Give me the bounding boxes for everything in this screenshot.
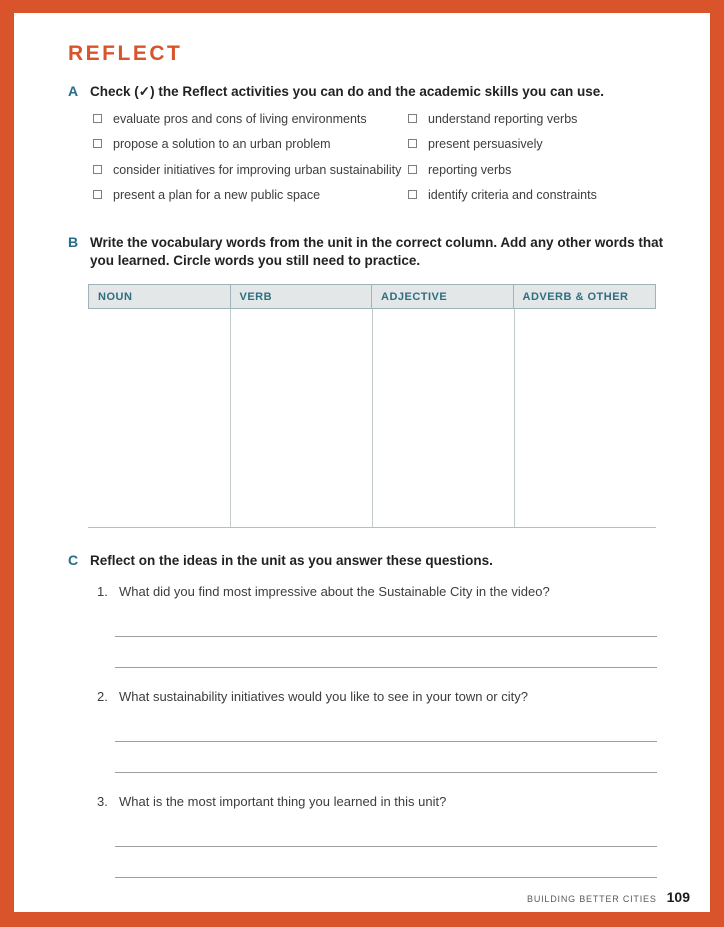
checkbox-column-left bbox=[93, 111, 408, 212]
checkbox-label: present persuasively bbox=[428, 137, 543, 152]
section-b-instruction: Write the vocabulary words from the unit in the correct column. Add any other words that you learned. Circle words you still need to practice. bbox=[90, 235, 664, 269]
question-text: What did you find most impressive about the Sustainable City in the video? bbox=[119, 583, 550, 599]
column-header-noun: NOUN bbox=[89, 285, 231, 308]
checkbox[interactable] bbox=[93, 114, 102, 123]
checkbox-label: evaluate pros and cons of living environments bbox=[113, 112, 367, 127]
checkbox-item bbox=[408, 162, 674, 179]
question-2 bbox=[97, 689, 674, 706]
checkbox-item bbox=[93, 136, 408, 153]
checkbox-label: identify criteria and constraints bbox=[428, 187, 597, 202]
footer-book-title: BUILDING BETTER CITIES bbox=[527, 894, 657, 904]
checkbox-column-right bbox=[408, 111, 674, 212]
answer-lines bbox=[115, 711, 674, 773]
page-inner bbox=[14, 13, 710, 912]
question-number: 2. bbox=[97, 688, 108, 704]
answer-line[interactable] bbox=[115, 816, 657, 847]
checkbox-columns bbox=[93, 111, 674, 212]
column-header-adjective: ADJECTIVE bbox=[372, 285, 514, 308]
question-block bbox=[97, 584, 674, 668]
answer-line[interactable] bbox=[115, 606, 657, 637]
section-a-label: A bbox=[68, 83, 79, 99]
section-c bbox=[68, 552, 674, 570]
vocab-cell-noun[interactable] bbox=[88, 309, 230, 527]
checkbox-item bbox=[408, 187, 674, 204]
answer-line[interactable] bbox=[115, 847, 657, 878]
question-3 bbox=[97, 794, 674, 811]
question-text: What sustainability initiatives would you like to see in your town or city? bbox=[119, 688, 528, 704]
vocabulary-table-header bbox=[88, 284, 656, 309]
page-title: REFLECT bbox=[68, 42, 183, 65]
section-b-label: B bbox=[68, 234, 79, 251]
questions-list bbox=[97, 584, 674, 878]
section-a bbox=[68, 83, 674, 101]
checkbox-item bbox=[93, 187, 408, 204]
checkbox[interactable] bbox=[93, 190, 102, 199]
vocab-cell-verb[interactable] bbox=[230, 309, 372, 527]
section-a-instruction: Check (✓) the Reflect activities you can do and the academic skills you can use. bbox=[90, 84, 604, 99]
checkbox[interactable] bbox=[408, 165, 417, 174]
checkbox-label: propose a solution to an urban problem bbox=[113, 137, 331, 152]
checkbox-item bbox=[408, 136, 674, 153]
checkbox-item bbox=[93, 111, 408, 128]
column-header-adverb-other: ADVERB & OTHER bbox=[522, 290, 629, 303]
answer-line[interactable] bbox=[115, 742, 657, 773]
page-content bbox=[14, 13, 710, 912]
section-c-instruction: Reflect on the ideas in the unit as you answer these questions. bbox=[90, 552, 493, 568]
page-footer bbox=[527, 889, 690, 905]
answer-line[interactable] bbox=[115, 637, 657, 668]
vocab-cell-adjective[interactable] bbox=[372, 309, 514, 527]
section-b bbox=[68, 234, 674, 270]
question-number: 3. bbox=[97, 793, 108, 809]
checkbox-label: present a plan for a new public space bbox=[113, 187, 321, 202]
section-c-label: C bbox=[68, 551, 79, 568]
footer-page-number: 109 bbox=[666, 889, 690, 905]
column-header-verb: VERB bbox=[231, 285, 373, 308]
checkbox[interactable] bbox=[408, 190, 417, 199]
question-1 bbox=[97, 584, 674, 601]
answer-lines bbox=[115, 606, 674, 668]
answer-lines bbox=[115, 816, 674, 878]
checkbox-label: reporting verbs bbox=[428, 162, 512, 177]
question-block bbox=[97, 689, 674, 773]
vocabulary-table bbox=[88, 284, 656, 528]
checkbox[interactable] bbox=[408, 139, 417, 148]
vocab-cell-adverb-other[interactable] bbox=[514, 309, 656, 527]
question-block bbox=[97, 794, 674, 878]
answer-line[interactable] bbox=[115, 711, 657, 742]
checkbox-label: understand reporting verbs bbox=[428, 112, 578, 127]
checkbox[interactable] bbox=[93, 165, 102, 174]
question-number: 1. bbox=[97, 583, 108, 599]
vocabulary-table-body bbox=[88, 309, 656, 528]
checkbox-label: consider initiatives for improving urban sustainability bbox=[113, 162, 402, 177]
checkbox[interactable] bbox=[93, 139, 102, 148]
question-text: What is the most important thing you learned in this unit? bbox=[119, 793, 447, 809]
checkbox-item bbox=[93, 162, 408, 179]
checkbox[interactable] bbox=[408, 114, 417, 123]
checkbox-item bbox=[408, 111, 674, 128]
